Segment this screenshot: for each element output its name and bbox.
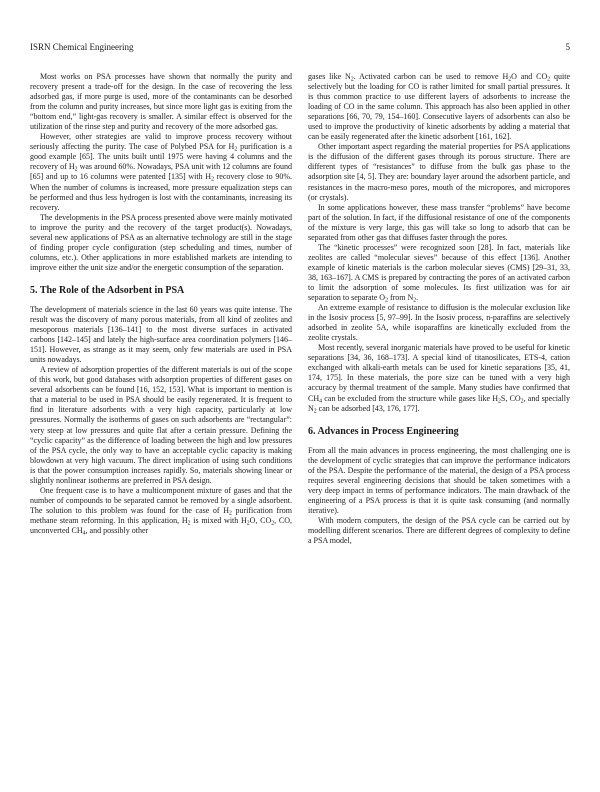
journal-title: ISRN Chemical Engineering [30, 42, 134, 52]
section-5-heading: 5. The Role of the Adsorbent in PSA [30, 284, 185, 296]
subscript: 2 [350, 76, 354, 83]
body-paragraph: Most recently, several inorganic materials have proved to be useful for kinetic separations [34, 36, 168–173]. A special kind of titanosilicates, ETS-4, cation exchanged with alkali-earth metals can be used for kinetic separations [35, 41, 174, 175]. In these materials, the pore size can be tuned with a very high accuracy by thermal treatment of the sample. Many studies have confirmed that $CH_4$ can be excluded from the structure while gases like $H_2S$, $CO_2$, and specially $N_2$ can be adsorbed [43, 176, 177]. [308, 343, 570, 414]
body-paragraph: One frequent case is to have a multicomponent mixture of gases and that the number of compounds to be separated cannot be removed by a single adsorbent. The solution to this problem was found for the case of $H_2$ purification from methane steam reforming. In this application, $H_2$ is mixed with $H_2O$, $CO_2$, CO, unconverted $CH_4$, and possibly other [30, 485, 292, 537]
subscript: 2 [211, 176, 214, 183]
body-paragraph: Other important aspect regarding the material properties for PSA applications is the diffusion of the different gases through its porous structure. There are different types of “resistances” to diffuse from the bulk gas phase to the adsorption site [4, 5]. They are: boundary layer around the adsorbent particle, and resistances in the macro-meso pores, mouth of the micropores, and micropores (or crystals). [308, 142, 570, 202]
body-paragraph: The development of materials science in the last 60 years was quite intense. The result was the discovery of many porous materials, from all kind of zeolites and mesoporous materials [136–141] to the most diverse surfaces in activated carbons [142–145] and lately the high-surface area coordination polymers [146–151]. However, as strange as it may seem, only few materials are used in PSA units nowadays. [30, 304, 292, 365]
body-paragraph: In some applications however, these mass transfer “problems” have become part of the solution. In fact, if the diffusional resistance of one of the components of the mixture is very large, this gas will take so long to adsorb that can be separated from other gas that diffuses faster through the pores. [308, 202, 570, 242]
running-header [30, 42, 570, 54]
section-6-heading: 6. Advances in Process Engineering [308, 425, 459, 437]
left-column [30, 72, 292, 772]
left-intro-paragraphs [30, 72, 292, 273]
subscript: 2 [246, 520, 250, 527]
body-paragraph: gases like $N_2$. Activated carbon can be used to remove $H_2O$ and $CO_2$ quite selectively but the loading for CO is rather limited for small partial pressures. It is thus common practice to use different layers of adsorbents to increase the loading of CO in the same column. This approach has also been applied in other separations [66, 70, 79, 154–160]. Consecutive layers of adsorbents can also be used to improve the productivity of kinetic adsorbents by adding a material that can be easily regenerated after the kinetic adsorbent [161, 162]. [308, 72, 570, 142]
subscript: 2 [229, 510, 232, 517]
subscript: 2 [547, 76, 551, 83]
right-column [308, 72, 570, 772]
subscript: 2 [498, 397, 501, 404]
section-5-paragraphs [30, 305, 292, 536]
subscript: 2 [385, 297, 388, 304]
subscript: 2 [234, 146, 238, 153]
subscript: 4 [319, 397, 322, 404]
subscript: 2 [508, 76, 512, 83]
body-paragraph: However, other strategies are valid to improve process recovery without seriously affecting the purity. The case of Polybed PSA for $H_2$ purification is a good example [65]. The units built until 1975 were having 4 columns and the recovery of $H_2$ was around 60%. Nowadays, PSA unit with 12 columns are found [65] and up to 16 columns were patented [135] with $H_2$ recovery close to 90%. When the number of columns is increased, more pressure equalization steps can be performed and thus less hydrogen is lost with the contaminants, increasing its recovery. [30, 132, 292, 212]
body-paragraph: The “kinetic processes” were recognized soon [28]. In fact, materials like zeolites are called “molecular sieves” because of this effect [136]. Another example of kinetic materials is the carbon molecular sieves (CMS) [29–31, 33, 38, 163–167]. A CMS is prepared by contracting the pores of an activated carbon to limit the adsorption of some molecules. Its first utilization was for air separation to separate $O_2$ from $N_2$. [308, 242, 570, 304]
body-paragraph: Most works on PSA processes have shown that normally the purity and recovery present a trade-off for the design. In the case of recovering the less adsorbed gas, if more purge is used, more of the contaminants can be desorbed from the column and purity increases, but since more light gas is exiting from the “bottom end,” light-gas recovery is smaller. A similar effect is observed for the utilization of the rinse step and purity and recovery of the more adsorbed gas. [30, 72, 292, 132]
subscript: 4 [82, 530, 86, 537]
body-paragraph: A review of adsorption properties of the different materials is out of the scope of this work, but good databases with adsorption properties of different gases on several adsorbents can be found [16, 152, 153]. What is important to mention is that a material to be used in PSA should be easily regenerated. It is frequent to find in literature adsorbents with a very high capacity, particularly at low pressures. Normally the isotherms of gases on such adsorbents are “rectangular”: very steep at low pressures and quite flat after a certain pressure. Defining the “cyclic capacity” as the difference of loading between the high and low pressures of the PSA cycle, the only way to have an acceptable cyclic capacity is making blowdown at very high vacuum. The direct implication of using such conditions is that the power consumption increases rapidly. So, materials showing linear or slightly nonlinear isotherms are preferred in PSA design. [30, 365, 292, 485]
subscript: 2 [74, 166, 78, 173]
section-6-paragraphs [308, 446, 570, 546]
body-paragraph: From all the main advances in process engineering, the most challenging one is the development of cyclic strategies that can improve the performance indicators of the PSA. Despite the performance of the material, the design of a PSA process requires several engineering decisions that should be taken sometimes with a very deep impact in terms of performance indicators. The main drawback of the engineering of a PSA process is that it is quite task consuming (and normally iterative). [308, 445, 570, 515]
body-paragraph: An extreme example of resistance to diffusion is the molecular exclusion like in the Isosiv process [5, 97–99]. In the Isosiv process, n-paraffins are selectively adsorbed in zeolite 5A, while isoparaffins are kinetically excluded from the zeolite crystals. [308, 303, 570, 343]
subscript: 2 [520, 397, 524, 404]
body-paragraph: With modern computers, the design of the PSA cycle can be carried out by modelling different scenarios. There are different degrees of complexity to define a PSA model, [308, 515, 570, 546]
subscript: 2 [271, 520, 275, 527]
subscript: 2 [187, 520, 191, 527]
body-paragraph: The developments in the PSA process presented above were mainly motivated to improve the purity and the recovery of the target product(s). Nowadays, several new applications of PSA as an alternative technology are still in the stage of finding proper cycle configuration (step scheduling and times, number of columns, etc.). Other applications in more established markets are intending to improve either the unit size and/or the energetic consumption of the separation. [30, 212, 292, 272]
right-intro-paragraphs [308, 72, 570, 414]
subscript: 2 [313, 407, 317, 414]
subscript: 2 [413, 297, 417, 304]
page-number: 5 [565, 42, 570, 52]
